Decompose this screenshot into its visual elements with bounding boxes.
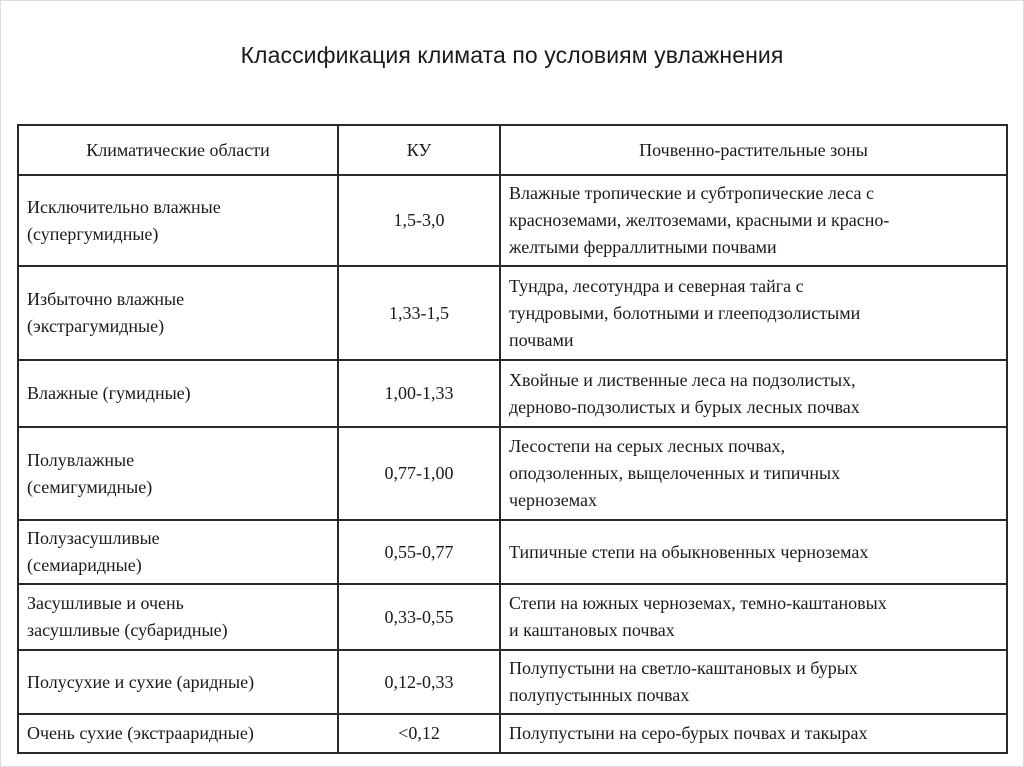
zones-cell bbox=[500, 266, 1007, 360]
table-header-row bbox=[18, 125, 1007, 175]
region-name: Засушливые и очень bbox=[27, 593, 184, 613]
table-row bbox=[18, 427, 1007, 520]
region-name: (супергумидные) bbox=[27, 223, 159, 244]
zones-text: Степи на южных черноземах, темно-каштановых bbox=[509, 593, 887, 613]
region-name: Полусухие и сухие (аридные) bbox=[27, 671, 255, 692]
table-row bbox=[18, 714, 1007, 753]
zones-cell bbox=[500, 520, 1007, 584]
zones-text: Типичные степи на обыкновенных черноземах bbox=[509, 541, 869, 562]
zones-text: Влажные тропические и субтропические леса с bbox=[509, 183, 874, 203]
region-cell bbox=[18, 520, 338, 584]
table-row bbox=[18, 266, 1007, 360]
zones-text: дерново-подзолистых и бурых лесных почвах bbox=[509, 396, 860, 417]
ku-value: 0,55-0,77 bbox=[338, 520, 500, 584]
zones-cell bbox=[500, 584, 1007, 650]
region-name: Очень сухие (экстрааридные) bbox=[27, 723, 254, 743]
header-climate-regions: Климатические области bbox=[18, 125, 338, 175]
region-name: Избыточно влажные bbox=[27, 289, 185, 309]
ku-value: <0,12 bbox=[338, 714, 500, 753]
region-name: (экстрагумидные) bbox=[27, 316, 165, 336]
zones-text: полупустынных почвах bbox=[509, 685, 690, 705]
region-cell bbox=[18, 266, 338, 360]
region-cell bbox=[18, 175, 338, 266]
ku-value: 1,00-1,33 bbox=[338, 360, 500, 427]
zones-text: красноземами, желтоземами, красными и красно- bbox=[509, 210, 890, 230]
climate-classification-table bbox=[17, 124, 1008, 754]
table-row bbox=[18, 175, 1007, 266]
region-name: Влажные (гумидные) bbox=[27, 383, 191, 403]
ku-value: 1,5-3,0 bbox=[338, 175, 500, 266]
region-cell bbox=[18, 714, 338, 753]
ku-value: 1,33-1,5 bbox=[338, 266, 500, 360]
zones-text: Полупустыни на серо-бурых почвах и такырах bbox=[509, 723, 868, 743]
table-row bbox=[18, 650, 1007, 714]
zones-text: оподзоленных, выщелоченных и типичных bbox=[509, 463, 841, 483]
ku-value: 0,77-1,00 bbox=[338, 427, 500, 520]
zones-text: Хвойные и лиственные леса на подзолистых, bbox=[509, 369, 856, 390]
zones-cell bbox=[500, 175, 1007, 266]
region-name: (семигумидные) bbox=[27, 476, 153, 497]
zones-text: почвами bbox=[509, 329, 574, 350]
region-name: Исключительно влажные bbox=[27, 196, 221, 217]
zones-cell bbox=[500, 650, 1007, 714]
table-row bbox=[18, 520, 1007, 584]
zones-cell bbox=[500, 714, 1007, 753]
zones-cell bbox=[500, 360, 1007, 427]
region-name: Полузасушливые bbox=[27, 528, 160, 548]
ku-value: 0,33-0,55 bbox=[338, 584, 500, 650]
zones-text: тундровыми, болотными и глееподзолистыми bbox=[509, 302, 861, 323]
table-row bbox=[18, 584, 1007, 650]
zones-text: желтыми ферраллитными почвами bbox=[509, 237, 777, 257]
ku-value: 0,12-0,33 bbox=[338, 650, 500, 714]
region-cell bbox=[18, 427, 338, 520]
table-row bbox=[18, 360, 1007, 427]
zones-text: и каштановых почвах bbox=[509, 620, 675, 640]
region-name: Полувлажные bbox=[27, 449, 135, 470]
zones-text: Полупустыни на светло-каштановых и бурых bbox=[509, 658, 858, 678]
region-cell bbox=[18, 360, 338, 427]
region-cell bbox=[18, 650, 338, 714]
zones-text: Тундра, лесотундра и северная тайга с bbox=[509, 275, 804, 296]
slide-title: Классификация климата по условиям увлажнения bbox=[240, 42, 784, 68]
zones-text: Лесостепи на серых лесных почвах, bbox=[509, 436, 786, 456]
region-cell bbox=[18, 584, 338, 650]
region-name: (семиаридные) bbox=[27, 555, 142, 575]
zones-text: черноземах bbox=[509, 490, 598, 510]
header-soil-vegetation-zones: Почвенно-растительные зоны bbox=[500, 125, 1007, 175]
header-ku: КУ bbox=[338, 125, 500, 175]
zones-cell bbox=[500, 427, 1007, 520]
region-name: засушливые (субаридные) bbox=[27, 620, 228, 640]
